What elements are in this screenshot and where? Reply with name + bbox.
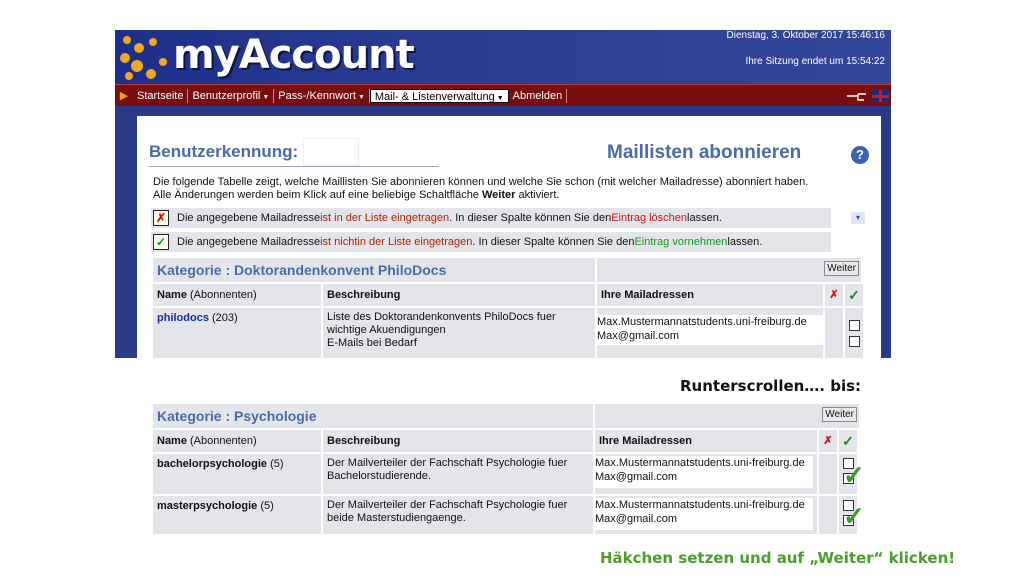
nav-label: Mail- & Listenverwaltung bbox=[374, 90, 495, 103]
intro-weiter-word: Weiter bbox=[482, 189, 516, 201]
nav-item-listenverwaltung[interactable] bbox=[370, 89, 509, 103]
category-header-right bbox=[597, 258, 861, 282]
list-desc-cell bbox=[323, 308, 595, 358]
col-add-header bbox=[845, 284, 863, 306]
top-screenshot bbox=[115, 30, 891, 358]
list-desc-cell bbox=[323, 454, 593, 494]
nav-label: Abmelden bbox=[512, 89, 563, 102]
chevron-down-icon: ▼ bbox=[357, 93, 365, 101]
intro-text bbox=[153, 176, 853, 202]
x-mark-icon: ✗ bbox=[823, 435, 833, 447]
list-mail-cell bbox=[595, 454, 817, 494]
mail-list bbox=[595, 456, 813, 488]
chevron-down-icon: ▼ bbox=[262, 93, 270, 101]
legend-text: Die angegebene Mailadresse bbox=[177, 236, 321, 248]
nav-item-abmelden[interactable] bbox=[509, 89, 568, 103]
mail-list bbox=[597, 315, 823, 345]
mail-address: Max.Mustermannatstudents.uni-freiburg.de bbox=[597, 316, 807, 328]
weiter-button[interactable]: Weiter bbox=[824, 261, 859, 276]
mail-address: Max@gmail.com bbox=[597, 330, 680, 342]
legend-highlight: in der Liste eingetragen bbox=[357, 236, 473, 248]
annotation-check-icon: ✓ bbox=[843, 460, 865, 490]
desc-line: Liste des Doktorandenkonvents PhiloDocs fuer bbox=[327, 311, 556, 323]
desc-line: Bachelorstudierende. bbox=[327, 470, 431, 482]
desc-line: wichtige Akuendigungen bbox=[327, 324, 446, 336]
bottom-screenshot bbox=[153, 404, 859, 534]
category-header-row bbox=[153, 404, 859, 428]
check-mark-icon: ✓ bbox=[153, 234, 169, 250]
mail-address: Max.Mustermannatstudents.uni-freiburg.de bbox=[595, 457, 805, 469]
category-title: Kategorie : Psychologie bbox=[153, 404, 593, 428]
mail-address: Max@gmail.com bbox=[595, 513, 678, 525]
list-name-cell bbox=[153, 454, 321, 494]
list-desc-cell bbox=[323, 496, 593, 534]
legend-highlight: Eintrag löschen bbox=[611, 212, 688, 224]
nav-label: Startseite bbox=[137, 89, 184, 102]
category-header-right bbox=[595, 404, 859, 428]
desc-line: Der Mailverteiler der Fachschaft Psychologie fuer bbox=[327, 499, 568, 511]
desc-line: E-Mails bei Bedarf bbox=[327, 337, 417, 349]
legend-text: Die angegebene Mailadresse bbox=[177, 212, 321, 224]
nav-arrow-icon: ▶ bbox=[119, 90, 129, 102]
column-header-row bbox=[153, 430, 857, 452]
legend-row-add bbox=[151, 232, 831, 252]
list-name-link[interactable]: masterpsychologie bbox=[157, 500, 258, 512]
mail-address: Max.Mustermannatstudents.uni-freiburg.de bbox=[595, 499, 805, 511]
category-title: Kategorie : Doktorandenkonvent PhiloDocs bbox=[153, 258, 595, 282]
col-name-label: Name bbox=[157, 289, 187, 301]
pointing-hand-icon[interactable] bbox=[846, 90, 868, 102]
subscribe-checkbox[interactable] bbox=[849, 320, 860, 331]
nav-label: Benutzerprofil bbox=[192, 89, 261, 102]
col-desc-header: Beschreibung bbox=[323, 284, 595, 306]
table-row bbox=[153, 454, 857, 494]
intro-text-part: aktiviert. bbox=[515, 189, 560, 201]
page-title: Maillisten abonnieren bbox=[607, 142, 802, 163]
col-name-sub: (Abonnenten) bbox=[189, 435, 257, 447]
column-header-row bbox=[153, 284, 863, 306]
legend-text: lassen. bbox=[727, 236, 763, 248]
mail-address: Max@gmail.com bbox=[595, 471, 678, 483]
logo-dots-icon bbox=[117, 32, 177, 82]
list-name-cell bbox=[153, 308, 321, 358]
nav-item-benutzerprofil[interactable] bbox=[188, 89, 274, 103]
remove-cell bbox=[819, 454, 837, 494]
help-icon[interactable]: ? bbox=[851, 146, 869, 164]
col-name-header bbox=[153, 284, 321, 306]
remove-cell bbox=[825, 308, 843, 358]
category-header-row bbox=[153, 258, 861, 282]
remove-cell bbox=[819, 496, 837, 534]
col-desc-header: Beschreibung bbox=[323, 430, 593, 452]
check-mark-icon: ✓ bbox=[842, 433, 854, 449]
current-datetime: Dienstag, 3. Oktober 2017 15:46:16 bbox=[726, 30, 885, 41]
table-row bbox=[153, 496, 857, 534]
col-name-header bbox=[153, 430, 321, 452]
list-count: (5) bbox=[270, 458, 284, 470]
desc-line: Der Mailverteiler der Fachschaft Psychologie fuer bbox=[327, 457, 568, 469]
table-row bbox=[153, 308, 863, 358]
desc-line: beide Masterstudiengaenge. bbox=[327, 512, 466, 524]
content-panel bbox=[137, 116, 881, 358]
session-end: Ihre Sitzung endet um 15:54:22 bbox=[745, 56, 885, 67]
legend-highlight: Eintrag vornehmen bbox=[634, 236, 728, 248]
chevron-down-icon[interactable]: ▾ bbox=[851, 212, 865, 224]
col-mail-header: Ihre Mailadressen bbox=[595, 430, 817, 452]
main-nav bbox=[115, 84, 891, 106]
app-logo[interactable]: myAccount bbox=[173, 32, 414, 78]
subscribe-checkbox[interactable] bbox=[849, 336, 860, 347]
check-mark-icon: ✓ bbox=[848, 287, 860, 303]
col-remove-header bbox=[819, 430, 837, 452]
col-name-label: Name bbox=[157, 435, 187, 447]
add-cell bbox=[845, 308, 863, 358]
nav-right-icons bbox=[846, 90, 891, 102]
scroll-caption: Runterscrollen…. bis: bbox=[680, 377, 862, 395]
legend-text: . In dieser Spalte können Sie den bbox=[472, 236, 635, 248]
x-mark-icon: ✗ bbox=[829, 289, 839, 301]
legend-text: lassen. bbox=[687, 212, 722, 224]
list-count: (203) bbox=[212, 312, 238, 324]
col-remove-header bbox=[825, 284, 843, 306]
userid-value bbox=[303, 138, 359, 166]
list-name-cell bbox=[153, 496, 321, 534]
nav-item-startseite[interactable] bbox=[133, 89, 188, 103]
intro-line-1: Die folgende Tabelle zeigt, welche Maillisten Sie abonnieren können und welche Sie schon (mit welcher Mailadresse) abonniert haben. bbox=[153, 176, 809, 188]
annotation-check-icon: ✓ bbox=[843, 501, 865, 531]
uk-flag-icon[interactable] bbox=[872, 90, 889, 102]
weiter-button[interactable]: Weiter bbox=[822, 407, 857, 422]
col-add-header bbox=[839, 430, 857, 452]
mail-list bbox=[595, 498, 813, 530]
list-mail-cell bbox=[597, 308, 823, 358]
list-mail-cell bbox=[595, 496, 817, 534]
col-name-sub: (Abonnenten) bbox=[189, 289, 257, 301]
intro-text-part: Alle Änderungen werden beim Klick auf eine beliebige Schaltfläche bbox=[153, 189, 482, 201]
userid-label: Benutzerkennung: bbox=[149, 142, 299, 161]
list-name-link[interactable]: bachelorpsychologie bbox=[157, 458, 268, 470]
nav-label: Pass-/Kennwort bbox=[278, 89, 356, 102]
col-mail-header: Ihre Mailadressen bbox=[597, 284, 823, 306]
x-mark-icon: ✗ bbox=[153, 210, 169, 226]
legend-highlight: ist in der Liste eingetragen bbox=[320, 212, 450, 224]
nav-item-kennwort[interactable] bbox=[274, 89, 370, 103]
header-banner bbox=[115, 30, 891, 84]
chevron-down-icon: ▼ bbox=[496, 94, 504, 102]
list-name-link[interactable]: philodocs bbox=[157, 312, 209, 324]
legend-row-remove bbox=[151, 208, 831, 228]
divider bbox=[149, 166, 439, 167]
instruction-caption: Häkchen setzen und auf „Weiter“ klicken! bbox=[600, 549, 956, 567]
intro-line-2 bbox=[153, 189, 853, 202]
legend-text: . In dieser Spalte können Sie den bbox=[449, 212, 612, 224]
legend-highlight: ist nicht bbox=[320, 236, 358, 248]
list-count: (5) bbox=[260, 500, 274, 512]
